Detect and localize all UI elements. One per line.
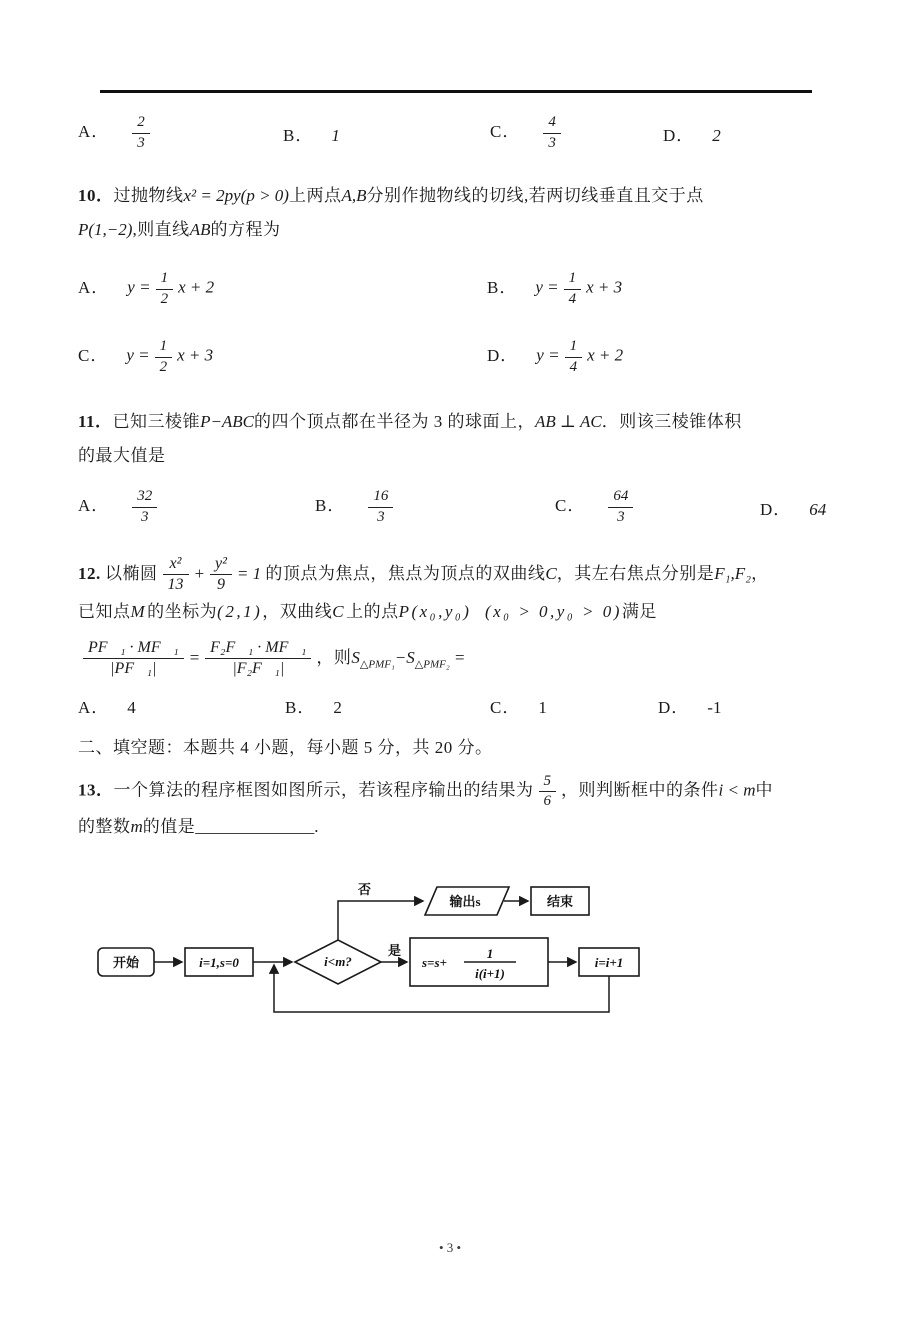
option-c [78,338,487,376]
math-run: x + 2 [178,277,215,297]
option-b [487,270,822,308]
text-run: ．则该三棱锥体积 [601,412,742,431]
math-run: y = [536,345,560,365]
text-run: ,则直线 [132,220,190,239]
process-frac-numerator: 1 [486,946,494,962]
text-run: 的坐标为 [147,601,218,621]
fraction-numerator: 16 [368,488,393,507]
option-label: D． [487,345,519,365]
option-label: A． [78,495,110,515]
option-d [760,495,826,520]
option-d [658,693,822,718]
fraction-denominator: 3 [377,508,385,525]
text-run: 的整数 [78,817,131,837]
question-10-line2 [78,213,822,247]
option-c [490,114,663,152]
fraction [539,773,557,811]
flowchart [80,870,860,1045]
option-label: D． [760,499,792,519]
end-label: 结束 [546,894,574,910]
question-13 [78,773,822,845]
question-11-line2 [78,439,822,473]
option-d [487,338,822,376]
option-label: B． [487,277,518,297]
math-run: − [394,647,407,667]
flow-loop-back [274,965,609,1012]
fraction-denominator: 3 [141,508,149,525]
fraction [565,338,583,376]
s-term [351,647,395,670]
text-run: ，其左右焦点分别是 [556,563,715,583]
question-12-line2 [78,595,822,629]
fraction-denominator: 9 [216,576,225,594]
question-number: 11． [78,412,113,431]
yes-label: 是 [388,943,402,959]
fraction-numerator: PF⃗₁ · MF⃗₁ [83,639,184,659]
math-run: P(1,−2) [78,220,133,239]
option-d [663,121,822,146]
process-frac-denominator: i(i+1) [475,966,505,982]
text-run: 的四个顶点都在半径为 3 的球面上， [254,412,536,431]
option-c [490,693,658,718]
math-run: y = [127,277,151,297]
math-run: = [188,647,201,667]
fraction-numerator: 5 [539,773,557,792]
option-label: A． [78,698,110,718]
option-label: C． [490,121,521,141]
condition-label: i<m? [324,954,352,970]
fraction [205,639,311,679]
increment-label: i=i+1 [594,955,624,971]
math-run: (2,1) [217,601,263,621]
text-run: ，双曲线 [262,601,333,621]
question-10 [78,179,822,247]
text-run: ，则判断框中的条件 [561,780,719,800]
flowchart-figure [80,870,822,1050]
start-label: 开始 [112,955,140,971]
fraction-numerator: 1 [156,270,174,289]
question-12-options [78,691,822,721]
fraction-numerator: x² [163,555,189,575]
option-label: B． [315,495,346,515]
option-label: A． [78,121,110,141]
fraction-denominator: 4 [569,358,578,375]
math-run: x² = 2py(p > 0) [183,186,289,205]
text-run: 上的点 [346,601,399,621]
option-a [78,270,487,308]
option-value: 1 [331,125,340,145]
no-label: 否 [358,882,372,898]
fraction [132,114,150,152]
question-12-line1 [78,555,822,595]
math-run: A,B [341,186,367,205]
fraction [210,555,232,595]
text-run: 过抛物线 [113,186,184,205]
math-run: (x₀ > 0,y₀ > 0) [484,601,622,621]
math-run: S [351,647,360,667]
fraction-numerator: 2 [132,114,150,133]
math-run: y = [535,277,559,297]
text-run: 已知点 [78,601,131,621]
option-a [78,114,283,152]
option-value: 4 [127,698,136,718]
page-number: • 3 • [438,1240,462,1255]
math-run: m [130,817,143,837]
question-11-line1 [78,405,822,439]
option-a [78,488,315,526]
option-value: 64 [809,499,827,519]
option-value: 1 [538,698,547,718]
answer-blank: ______________. [195,817,319,837]
question-10-options-row2 [78,331,822,383]
exam-page [0,90,900,1255]
fraction [132,488,157,526]
math-run: x + 2 [587,345,624,365]
fraction-denominator: |PF⃗₁| [110,660,157,678]
text-run: 已知三棱锥 [112,412,201,431]
header-rule [100,90,812,93]
fraction [543,114,561,152]
math-run: x + 3 [586,277,623,297]
subscript: △PMF₁ [359,657,395,670]
option-a [78,693,285,718]
math-run: P−ABC [200,412,255,431]
fraction [163,555,189,595]
math-run: M [130,601,148,621]
question-11 [78,405,822,473]
fraction-numerator: 64 [608,488,633,507]
fraction-denominator: 4 [568,290,577,307]
option-label: D． [663,125,695,145]
math-run: x + 3 [177,345,214,365]
fraction [368,488,393,526]
fraction-denominator: 6 [543,792,551,809]
text-run: 的值是 [142,817,196,837]
fraction-denominator: 2 [159,358,168,375]
option-label: D． [658,698,690,718]
math-run: P(x₀,y₀) [398,601,472,621]
question-12-equation [78,639,822,679]
fraction [156,270,174,308]
option-label: B． [285,698,316,718]
fraction-denominator: |F₂F⃗₁| [232,660,285,678]
fraction-numerator: 32 [132,488,157,507]
question-13-line1 [78,773,822,811]
option-label: C． [78,345,109,365]
s-term [406,647,450,670]
text-run: 中 [755,780,773,800]
text-run: 分别作抛物线的切线,若两切线垂直且交于点 [366,186,704,205]
option-label: C． [555,495,586,515]
option-b [285,693,490,718]
fraction [608,488,633,526]
subscript: △PMF₂ [414,657,450,670]
text-run: 满足 [621,601,657,621]
flow-line-no [338,901,423,940]
text-run: ， [751,563,769,583]
math-run: AB ⊥ AC [535,412,602,431]
question-number: 10． [78,186,114,205]
fraction-denominator: 3 [617,508,625,525]
option-label: B． [283,125,314,145]
text-run: 的顶点为焦点，焦点为顶点的双曲线 [265,563,546,583]
fraction-numerator: F₂F⃗₁ · MF⃗₁ [205,639,311,659]
math-run: = [453,647,466,667]
fraction-numerator: 1 [565,338,583,357]
fraction [83,639,184,679]
option-c [555,488,760,526]
option-b [283,121,490,146]
question-13-line2 [78,810,822,844]
math-run: AB [189,220,211,239]
fraction-denominator: 2 [160,290,169,307]
section-2-title: 二、填空题：本题共 4 小题，每小题 5 分，共 20 分。 [78,737,493,757]
question-12 [78,555,822,679]
math-run: + [193,563,205,583]
question-number: 12. [78,563,101,583]
output-label: 输出s [449,894,481,910]
option-b [315,488,555,526]
text-run: ，则 [316,647,352,667]
init-label: i=1,s=0 [199,955,239,971]
fraction-numerator: y² [210,555,232,575]
fraction-numerator: 1 [564,270,582,289]
option-label: A． [78,277,110,297]
fraction-numerator: 4 [543,114,561,133]
fraction-numerator: 1 [155,338,173,357]
fraction [155,338,173,376]
option-label: C． [490,698,521,718]
text-run: 的方程为 [210,220,281,239]
text-run: 的最大值是 [78,446,166,465]
question-10-line1 [78,179,822,213]
option-value: 2 [712,125,721,145]
fraction-denominator: 3 [548,134,556,151]
text-run: 以椭圆 [105,563,158,583]
text-run: 上两点 [288,186,342,205]
math-run: i < m [718,780,756,800]
math-run: C [332,601,347,621]
math-run: y = [126,345,150,365]
fraction-denominator: 13 [167,576,184,594]
math-run: = 1 [236,563,262,583]
math-run: C [545,563,557,583]
option-value: -1 [707,698,722,718]
fraction-denominator: 3 [137,134,145,151]
question-number: 13． [78,780,114,800]
option-value: 2 [333,698,342,718]
question-9-options [78,109,822,157]
fraction [564,270,582,308]
math-run: S [406,647,415,667]
process-prefix: s=s+ [422,955,447,971]
question-11-options [78,481,827,533]
math-run: F₁,F₂ [714,563,752,583]
text-run: 一个算法的程序框图如图所示，若该程序输出的结果为 [113,780,534,800]
question-10-options-row1 [78,263,822,315]
